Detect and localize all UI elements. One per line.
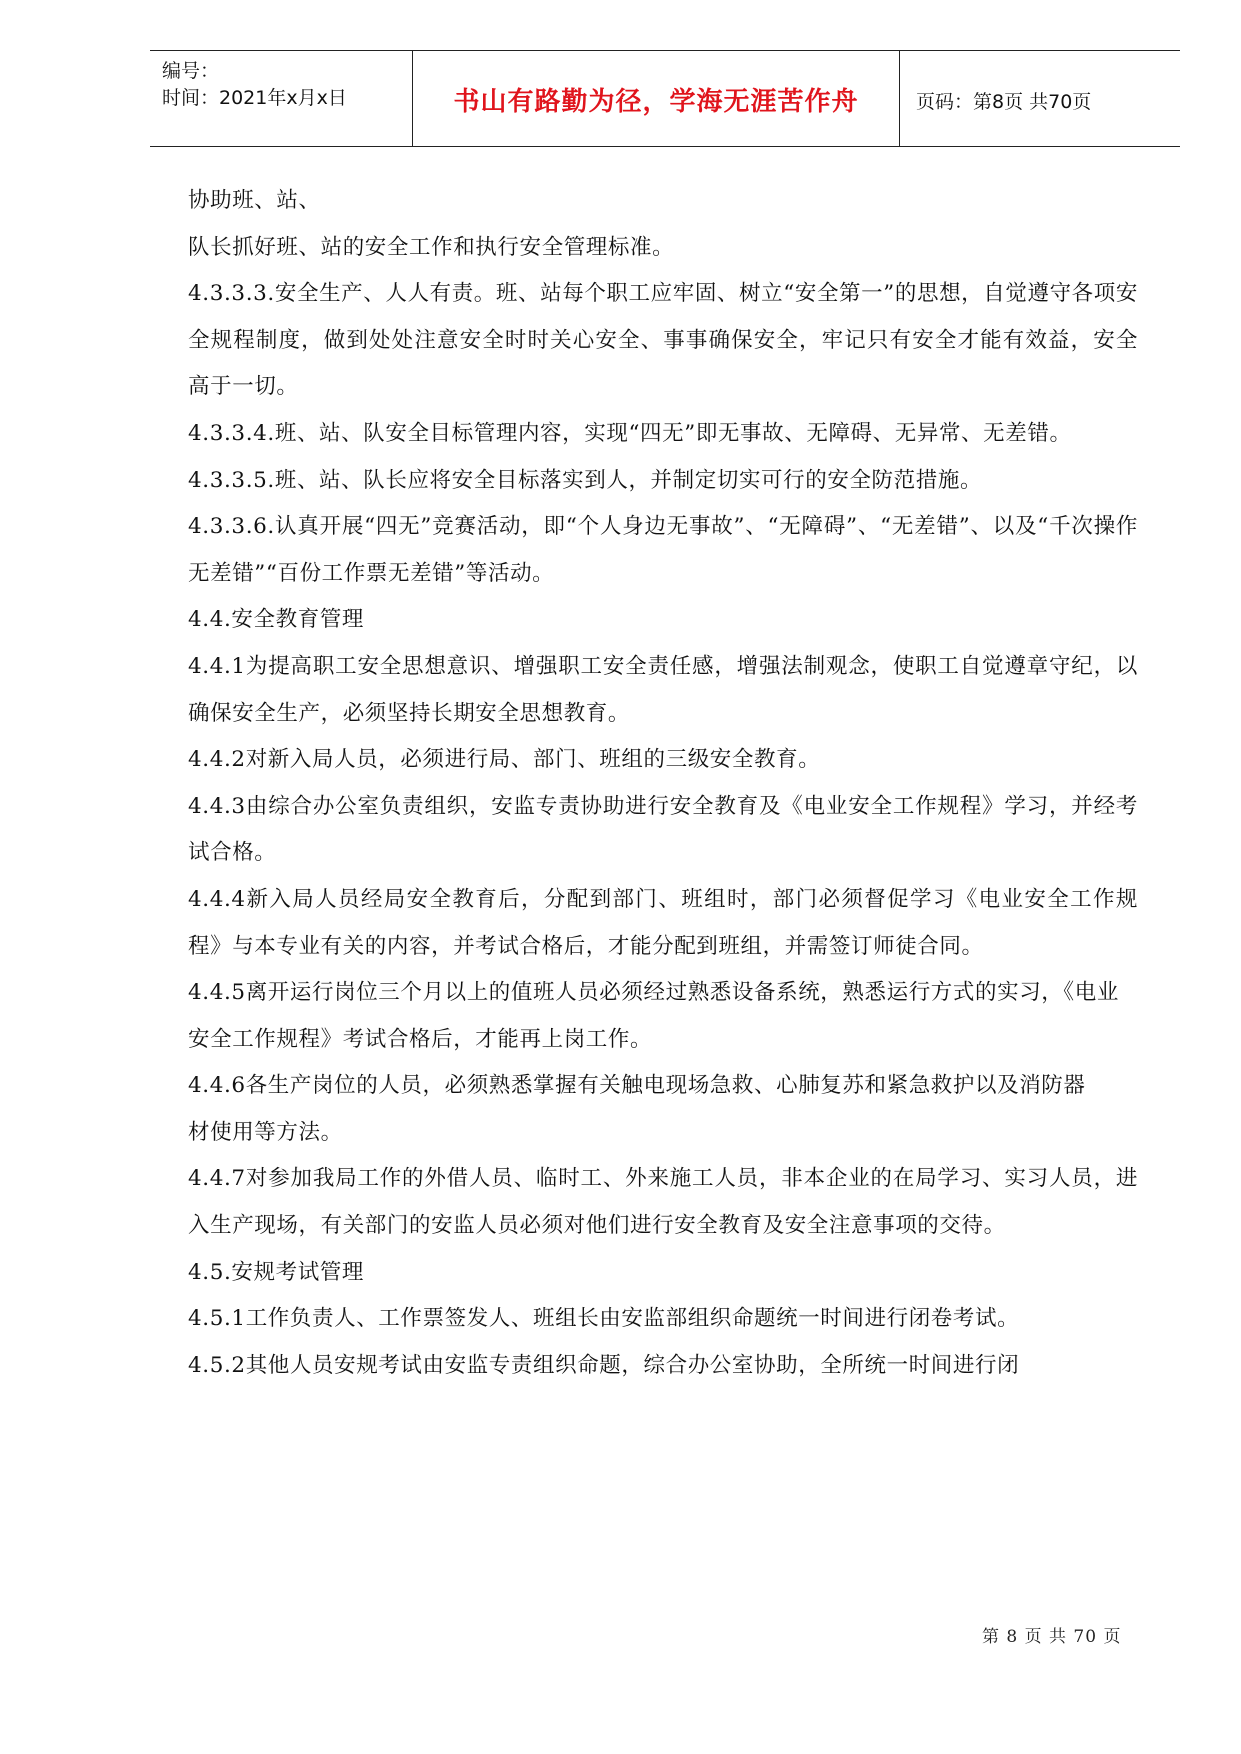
section-heading: 4.5.安规考试管理 [188,1259,365,1285]
paragraph: 4.4.6各生产岗位的人员，必须熟悉掌握有关触电现场急救、心肺复苏和紧急救护以及消防器 [188,1073,1086,1099]
header-meta-cell [150,51,412,146]
paragraph: 安全工作规程》考试合格后，才能再上岗工作。 [188,1026,653,1052]
section-heading: 4.4.安全教育管理 [188,607,365,633]
header-page-cell [900,51,1180,146]
paragraph: 4.4.7对参加我局工作的外借人员、临时工、外来施工人员，非本企业的在局学习、实习人员，进入生产现场，有关部门的安监人员必须对他们进行安全教育及安全注意事项的交待。 [188,1166,1138,1239]
document-number-label: 编号： [162,60,220,82]
paragraph: 4.3.3.6.认真开展“四无”竞赛活动，即“个人身边无事故”、“无障碍”、“无差错”、以及“千次操作无差错”“百份工作票无差错”等活动。 [188,514,1138,586]
paragraph: 4.3.3.4.班、站、队安全目标管理内容，实现“四无”即无事故、无障碍、无异常、无差错。 [188,420,1072,446]
paragraph: 4.5.1工作负责人、工作票签发人、班组长由安监部组织命题统一时间进行闭卷考试。 [188,1306,1020,1332]
paragraph: 4.4.3由综合办公室负责组织，安监专责协助进行安全教育及《电业安全工作规程》学习，并经考试合格。 [188,793,1138,866]
header-page-info: 页码：第8页 共70页 [916,91,1092,113]
paragraph: 4.4.5离开运行岗位三个月以上的值班人员必须经过熟悉设备系统，熟悉运行方式的实习，《电业 [188,980,1119,1006]
paragraph: 4.3.3.3.安全生产、人人有责。班、站每个职工应牢固、树立“安全第一”的思想，自觉遵守各项安全规程制度，做到处处注意安全时时关心安全、事事确保安全，牢记只有安全才能有效益，安全高于一切。 [188,281,1138,400]
paragraph: 4.4.4新入局人员经局安全教育后，分配到部门、班组时，部门必须督促学习《电业安全工作规程》与本专业有关的内容，并考试合格后，才能分配到班组，并需签订师徒合同。 [188,886,1138,959]
paragraph: 4.3.3.5.班、站、队长应将安全目标落实到人，并制定切实可行的安全防范措施。 [188,467,983,493]
paragraph: 材使用等方法。 [188,1119,343,1145]
document-body [188,178,1138,1389]
header-motto-cell [412,51,900,146]
header-motto: 书山有路勤为径，学海无涯苦作舟 [453,87,859,117]
paragraph: 协助班、站、 [188,188,321,213]
page-footer-number: 第 8 页 共 70 页 [982,1627,1122,1647]
page-header [150,50,1180,147]
paragraph: 4.4.1为提高职工安全思想意识、增强职工安全责任感，增强法制观念，使职工自觉遵章守纪，以确保安全生产，必须坚持长期安全思想教育。 [188,653,1138,726]
document-time-label: 时间：2021年x月x日 [162,87,347,109]
paragraph: 队长抓好班、站的安全工作和执行安全管理标准。 [188,234,675,260]
paragraph: 4.5.2其他人员安规考试由安监专责组织命题，综合办公室协助，全所统一时间进行闭 [188,1352,1020,1378]
paragraph: 4.4.2对新入局人员，必须进行局、部门、班组的三级安全教育。 [188,747,821,773]
